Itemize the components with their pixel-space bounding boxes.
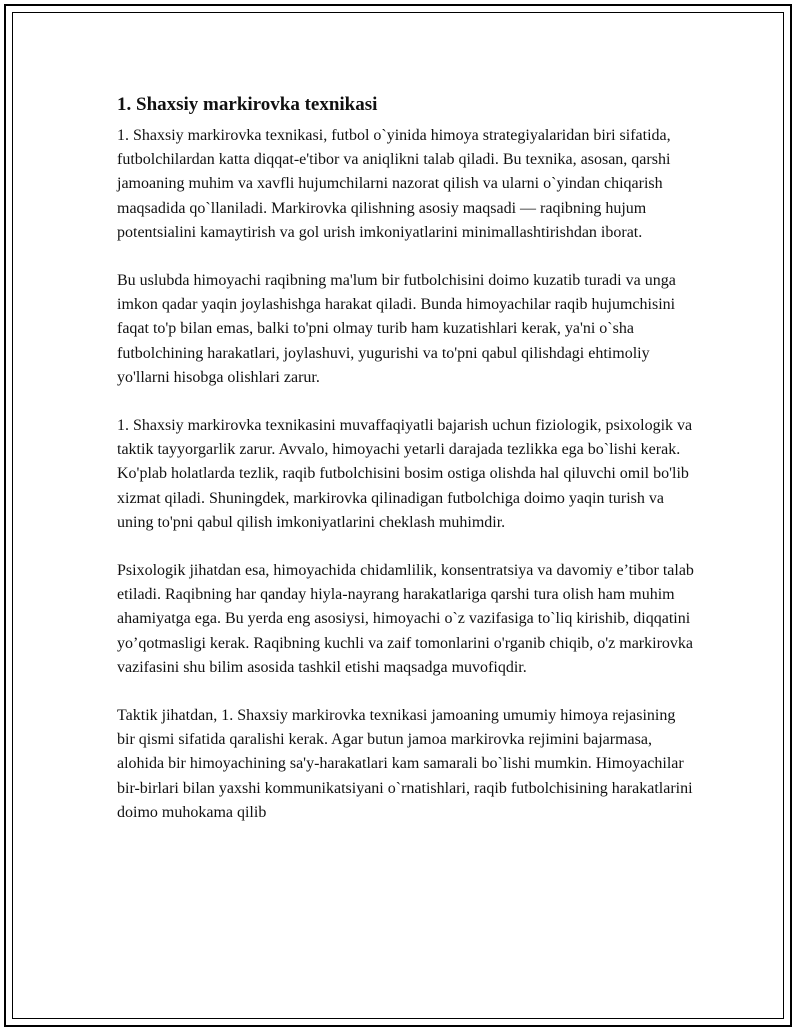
paragraph-1: 1. Shaxsiy markirovka texnikasi, futbol o`yinida himoya strategiyalaridan biri sifatida, futbolchilardan katta diqqat-e'tibor va aniqlikni talab qiladi. Bu texnika, asosan, qarshi jamoaning muhim va xavfli hujumchilarni nazorat qilish va ularni o`yindan chiqarish maqsadida qo`llaniladi. Markirovka qilishning asosiy maqsadi — raqibning hujum potentsialini kamaytirish va gol urish imkoniyatlarini minimallashtirishdan iborat. <box>117 127 671 241</box>
document-title: 1. Shaxsiy markirovka texnikasi <box>117 94 378 115</box>
paragraph-2: Bu uslubda himoyachi raqibning ma'lum bir futbolchisini doimo kuzatib turadi va unga imkon qadar yaqin joylashishga harakat qiladi. Bunda himoyachilar raqib hujumchisini faqat to'p bilan emas, balki to'pni olmay turib ham kuzatishlari kerak, ya'ni o`sha futbolchining harakatlari, joylashuvi, yugurishi va to'pni qabul qilishdagi ehtimoliy yo'llarni hisobga olishlari zarur. <box>117 272 676 386</box>
paragraph-4: Psixologik jihatdan esa, himoyachida chidamlilik, konsentratsiya va davomiy e’tibor talab etiladi. Raqibning har qanday hiyla-nayrang harakatlariga qarshi tura olish ham muhim ahamiyatga ega. Bu yerda eng asosiysi, himoyachi o`z vazifasiga to`liq kirishib, diqqatini yo’qotmasligi kerak. Raqibning kuchli va zaif tomonlarini o'rganib chiqib, o'z markirovka vazifasini shu bilim asosida tashkil etishi maqsadga muvofiqdir. <box>117 562 694 676</box>
paragraph-5: Taktik jihatdan, 1. Shaxsiy markirovka texnikasi jamoaning umumiy himoya rejasining bir qismi sifatida qaralishi kerak. Agar butun jamoa markirovka rejimini bajarmasa, alohida bir himoyachining sa'y-harakatlari kam samarali bo`lishi mumkin. Himoyachilar bir-birlari bilan yaxshi kommunikatsiyani o`rnatishlari, raqib futbolchisining harakatlarini doimo muhokama qilib <box>117 707 693 821</box>
document-body <box>117 92 697 825</box>
paragraph-3: 1. Shaxsiy markirovka texnikasini muvaffaqiyatli bajarish uchun fiziologik, psixologik va taktik tayyorgarlik zarur. Avvalo, himoyachi yetarli darajada tezlikka ega bo`lishi kerak. Ko'plab holatlarda tezlik, raqib futbolchisini bosim ostiga olishda hal qiluvchi omil bo'lib xizmat qiladi. Shuningdek, markirovka qilinadigan futbolchiga doimo yaqin turish va uning to'pni qabul qilish imkoniyatlarini cheklash muhimdir. <box>117 417 693 531</box>
